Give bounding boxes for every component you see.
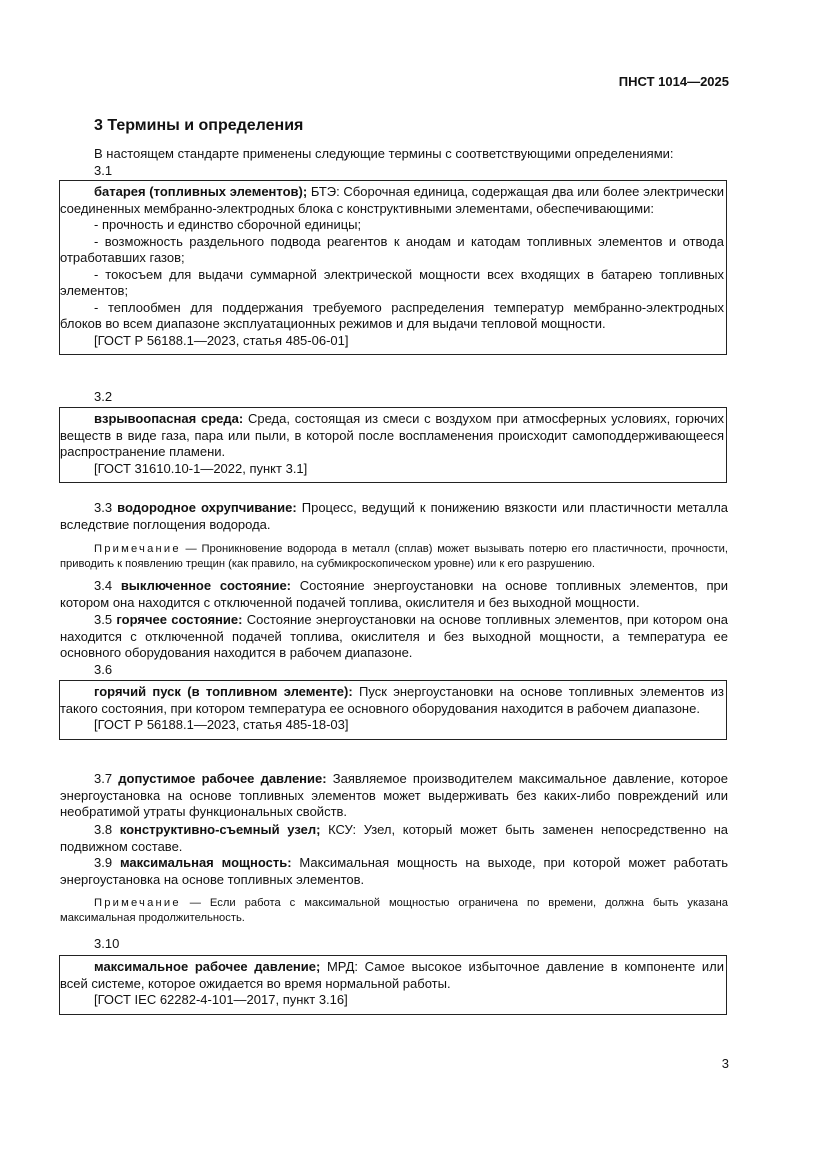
- term-box-3-1: [59, 180, 727, 355]
- term-3-5: 3.5 горячее состояние: Состояние энергоустановки на основе топливных элементов, при котором она находится с отключенной подачей топлива, окислителя и без выходной мощности, а температура ее основного оборудования находится в рабочем диапазоне.: [60, 612, 729, 660]
- term-definition: Максимальная мощность на выходе, при которой может работать энергоустановка на основе топливных элементов.: [60, 855, 728, 887]
- term-title: водородное охрупчивание:: [117, 500, 297, 515]
- term-title: взрывоопасная среда:: [94, 411, 244, 426]
- list-item: - возможность раздельного подвода реагентов к анодам и катодам топливных элементов и отвода отработавших газов;: [60, 233, 724, 265]
- term-title: горячий пуск (в топливном элементе):: [94, 684, 353, 699]
- term-3-3: 3.3 водородное охрупчивание: Процесс, ведущий к понижению вязкости или пластичности металла вследствие поглощения водорода.: [60, 500, 729, 532]
- note-1: [60, 542, 728, 572]
- term-number: 3.1: [94, 163, 113, 178]
- term-title: конструктивно-съемный узел;: [119, 822, 321, 837]
- term-title: максимальное рабочее давление;: [94, 959, 321, 974]
- term-definition: Среда, состоящая из смеси с воздухом при атмосферных условиях, горючих веществ в виде газа, пара или пыли, в которой после воспламенения происходит самоподдерживающееся распространение пламени.: [60, 411, 724, 459]
- term-3-4: 3.4 выключенное состояние: Состояние энергоустановки на основе топливных элементов, при котором она находится с отключенной подачей топлива, окислителя и без выходной мощности.: [60, 578, 728, 610]
- note-label: Примечание: [94, 543, 181, 555]
- list-item: - токосъем для выдачи суммарной электрической мощности всех входящих в батарею топливных элементов;: [60, 266, 724, 298]
- term-reference: [ГОСТ Р 56188.1—2023, статья 485-18-03]: [94, 717, 349, 732]
- term-number: 3.6: [94, 662, 113, 677]
- term-title: максимальная мощность:: [119, 855, 292, 870]
- term-3-8: 3.8 конструктивно-съемный узел; КСУ: Узел, который может быть заменен непосредственно на подвижном составе.: [60, 822, 729, 854]
- term-reference: [ГОСТ Р 56188.1—2023, статья 485-06-01]: [94, 332, 349, 348]
- term-box-3-10: [59, 955, 727, 1015]
- term-3-7: 3.7 допустимое рабочее давление: Заявляемое производителем максимальное давление, которое энергоустановка на основе топливных элементов может выдерживать без каких-либо повреждений или необратимой утраты функциональных свойств.: [60, 771, 728, 819]
- term-reference: [ГОСТ IEC 62282-4-101—2017, пункт 3.16]: [94, 992, 348, 1007]
- term-definition: МРД: Самое высокое избыточное давление в компоненте или всей системе, которое ожидается во время нормальной работы.: [60, 959, 724, 991]
- term-reference: [ГОСТ 31610.10-1—2022, пункт 3.1]: [94, 460, 308, 476]
- term-number: 3.10: [94, 936, 120, 951]
- page-number: 3: [721, 1056, 729, 1071]
- note-2: [60, 896, 728, 926]
- note-text: — Если работа с максимальной мощностью ограничена по времени, должна быть указана максимальная продолжительность.: [60, 897, 728, 924]
- term-definition: Заявляемое производителем максимальное давление, которое энергоустановка на основе топливных элементов может выдерживать без каких-либо повреждений или необратимой утраты функциональных свойств.: [60, 771, 728, 819]
- term-box-3-2: [59, 407, 727, 483]
- list-item: - теплообмен для поддержания требуемого распределения температур мембранно-электродных блоков во всем диапазоне эксплуатационных режимов и для выдачи тепловой мощности.: [60, 299, 724, 331]
- term-definition: Состояние энергоустановки на основе топливных элементов, при котором она находится с отключенной подачей топлива, окислителя и без выходной мощности, а температура ее основного оборудования находится в рабочем диапазоне.: [60, 612, 729, 660]
- term-definition: Пуск энергоустановки на основе топливных элементов из такого состояния, при котором температура ее основного оборудования находится в рабочем диапазоне.: [60, 684, 724, 716]
- note-text: — Проникновение водорода в металл (сплав) может вызывать потерю его пластичности, прочности, приводить к появлению трещин (как правило, на субмикроскопическом уровне) или к его разрушению.: [60, 543, 728, 570]
- term-definition: Состояние энергоустановки на основе топливных элементов, при котором она находится с отключенной подачей топлива, окислителя и без выходной мощности.: [60, 578, 728, 610]
- term-title: допустимое рабочее давление:: [118, 771, 327, 786]
- term-title: горячее состояние:: [116, 612, 243, 627]
- term-definition: БТЭ: Сборочная единица, содержащая два или более электрически соединенных мембранно-электродных блока с конструктивными элементами, обеспечивающими:: [60, 184, 724, 216]
- term-number: 3.2: [94, 389, 113, 404]
- document-code: ПНСТ 1014—2025: [618, 74, 729, 89]
- term-title: выключенное состояние:: [120, 578, 292, 593]
- term-box-3-6: [59, 680, 727, 740]
- list-item: - прочность и единство сборочной единицы;: [94, 217, 362, 232]
- intro-paragraph: В настоящем стандарте применены следующие термины с соответствующими определениями:: [94, 146, 674, 161]
- term-3-9: 3.9 максимальная мощность: Максимальная мощность на выходе, при которой может работать энергоустановка на основе топливных элементов.: [60, 855, 728, 887]
- note-label: Примечание: [94, 897, 181, 909]
- term-title: батарея (топливных элементов);: [94, 184, 308, 199]
- term-definition: Процесс, ведущий к понижению вязкости или пластичности металла вследствие поглощения водорода.: [60, 500, 729, 532]
- term-definition: КСУ: Узел, который может быть заменен непосредственно на подвижном составе.: [60, 822, 729, 854]
- section-title: 3 Термины и определения: [94, 117, 304, 134]
